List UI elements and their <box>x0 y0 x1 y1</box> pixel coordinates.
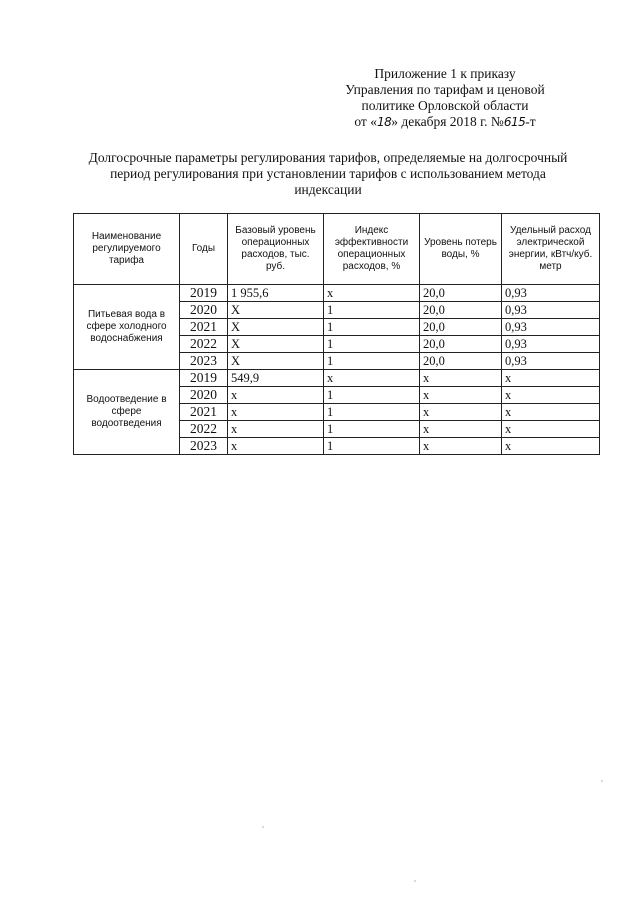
date-mid: » декабря 2018 г. № <box>391 114 504 129</box>
col-header-efficiency-index: Индекс эффективности операционных расходов, % <box>324 214 420 285</box>
losses-cell: 20,0 <box>420 336 502 353</box>
losses-cell: x <box>420 370 502 387</box>
annex-date-line <box>300 114 590 130</box>
col-header-energy: Удельный расход электрической энергии, кВтч/куб. метр <box>502 214 600 285</box>
base-level-cell: X <box>228 336 324 353</box>
year-cell: 2021 <box>180 404 228 421</box>
efficiency-index-cell: 1 <box>324 336 420 353</box>
annex-line-1: Приложение 1 к приказу <box>374 66 516 81</box>
year-cell: 2019 <box>180 285 228 302</box>
energy-cell: x <box>502 370 600 387</box>
base-level-cell: X <box>228 353 324 370</box>
tariff-parameters-table <box>73 213 600 455</box>
energy-cell: 0,93 <box>502 319 600 336</box>
efficiency-index-cell: 1 <box>324 438 420 455</box>
date-prefix: от « <box>354 114 377 129</box>
base-level-cell: x <box>228 404 324 421</box>
col-header-base-level: Базовый уровень операционных расходов, тыс. руб. <box>228 214 324 285</box>
base-level-cell: x <box>228 387 324 404</box>
table-row <box>74 285 600 302</box>
energy-cell: x <box>502 438 600 455</box>
efficiency-index-cell: 1 <box>324 353 420 370</box>
year-cell: 2023 <box>180 438 228 455</box>
title-line-2: период регулирования при установлении тарифов с использованием метода <box>110 166 546 181</box>
energy-cell: 0,93 <box>502 336 600 353</box>
energy-cell: 0,93 <box>502 302 600 319</box>
annex-line-2: Управления по тарифам и ценовой <box>345 82 545 97</box>
scan-speck <box>262 826 264 828</box>
efficiency-index-cell: 1 <box>324 387 420 404</box>
col-header-years: Годы <box>180 214 228 285</box>
losses-cell: 20,0 <box>420 353 502 370</box>
efficiency-index-cell: 1 <box>324 302 420 319</box>
efficiency-index-cell: 1 <box>324 404 420 421</box>
tariff-group-name: Питьевая вода в сфере холодного водоснабжения <box>74 285 180 370</box>
losses-cell: x <box>420 421 502 438</box>
year-cell: 2020 <box>180 387 228 404</box>
title-line-3: индексации <box>294 182 362 197</box>
losses-cell: x <box>420 404 502 421</box>
base-level-cell: x <box>228 438 324 455</box>
efficiency-index-cell: 1 <box>324 319 420 336</box>
year-cell: 2022 <box>180 336 228 353</box>
base-level-cell: X <box>228 302 324 319</box>
year-cell: 2020 <box>180 302 228 319</box>
energy-cell: 0,93 <box>502 353 600 370</box>
efficiency-index-cell: x <box>324 370 420 387</box>
title-line-1: Долгосрочные параметры регулирования тарифов, определяемые на долгосрочный <box>88 150 568 165</box>
number-suffix: -т <box>525 114 536 129</box>
energy-cell: x <box>502 404 600 421</box>
tariff-group-name: Водоотведение в сфере водоотведения <box>74 370 180 455</box>
year-cell: 2023 <box>180 353 228 370</box>
losses-cell: x <box>420 438 502 455</box>
year-cell: 2019 <box>180 370 228 387</box>
table-row <box>74 370 600 387</box>
order-annex-header <box>300 66 590 130</box>
scan-speck <box>414 880 416 882</box>
efficiency-index-cell: x <box>324 285 420 302</box>
efficiency-index-cell: 1 <box>324 421 420 438</box>
losses-cell: 20,0 <box>420 285 502 302</box>
table-header-row <box>74 214 600 285</box>
base-level-cell: 1 955,6 <box>228 285 324 302</box>
base-level-cell: x <box>228 421 324 438</box>
document-title <box>48 150 608 198</box>
energy-cell: x <box>502 387 600 404</box>
col-header-losses: Уровень потерь воды, % <box>420 214 502 285</box>
base-level-cell: X <box>228 319 324 336</box>
year-cell: 2022 <box>180 421 228 438</box>
year-cell: 2021 <box>180 319 228 336</box>
order-day-handwritten: 18 <box>376 115 392 129</box>
col-header-tariff: Наименование регулируемого тарифа <box>74 214 180 285</box>
base-level-cell: 549,9 <box>228 370 324 387</box>
losses-cell: 20,0 <box>420 319 502 336</box>
energy-cell: x <box>502 421 600 438</box>
energy-cell: 0,93 <box>502 285 600 302</box>
annex-line-3: политике Орловской области <box>361 98 529 113</box>
order-number-handwritten: 615 <box>503 115 526 129</box>
losses-cell: x <box>420 387 502 404</box>
losses-cell: 20,0 <box>420 302 502 319</box>
scan-speck <box>601 780 603 782</box>
